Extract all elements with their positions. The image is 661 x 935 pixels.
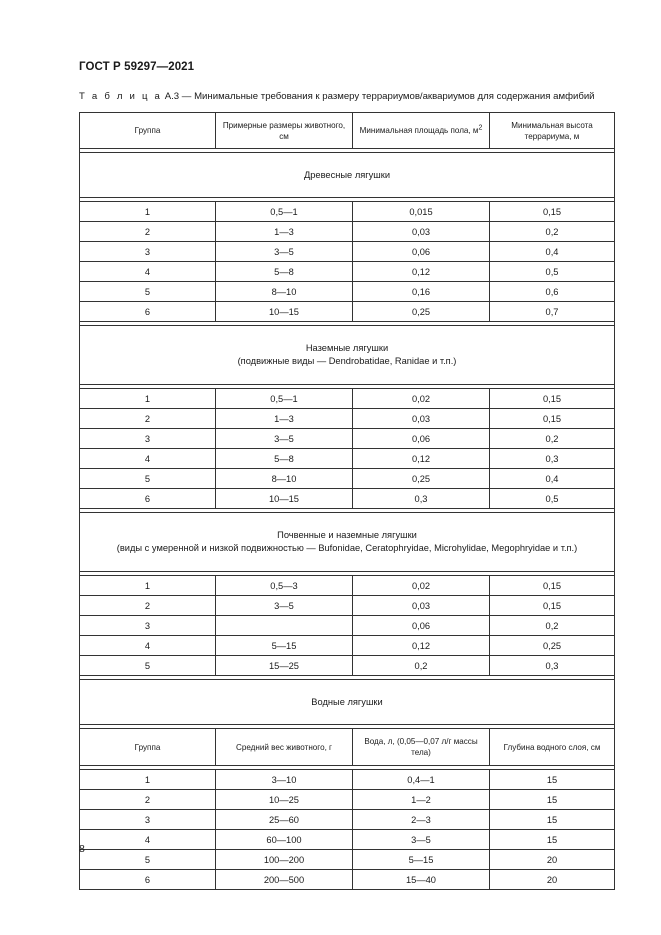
table-cell: 15—25 <box>216 656 353 676</box>
table-cell: 1—3 <box>216 409 353 429</box>
table-cell: 3—10 <box>216 770 353 790</box>
header-label: Минимальная высота террариума, м <box>511 120 593 141</box>
table-cell: 0,15 <box>490 389 615 409</box>
table-cell: 10—25 <box>216 790 353 810</box>
table-header-row <box>80 113 615 149</box>
table-cell: 0,5 <box>490 489 615 509</box>
table-cell: 0,03 <box>353 222 490 242</box>
table-cell: 10—15 <box>216 302 353 322</box>
table-cell: 15 <box>490 790 615 810</box>
table-cell: 5 <box>80 282 216 302</box>
table-cell: 0,2 <box>490 429 615 449</box>
table-row <box>80 810 615 830</box>
table-cell: 0,5—3 <box>216 576 353 596</box>
table-cell: 0,12 <box>353 262 490 282</box>
table-header-cell <box>216 113 353 149</box>
table-row <box>80 830 615 850</box>
table-caption-prefix: Т а б л и ц а <box>79 91 163 102</box>
section-subtitle: (подвижные виды — Dendrobatidae, Ranidae и т.п.) <box>237 356 457 366</box>
table-header-cell <box>353 113 490 149</box>
table-row <box>80 870 615 890</box>
table-cell: 0,015 <box>353 202 490 222</box>
table-cell: 0,2 <box>490 222 615 242</box>
table-cell: 0,3 <box>490 449 615 469</box>
table-cell: 3—5 <box>216 596 353 616</box>
table-cell: 0,4—1 <box>353 770 490 790</box>
table-row <box>80 790 615 810</box>
table-cell: 15—40 <box>353 870 490 890</box>
table-cell: 0,6 <box>490 282 615 302</box>
table-cell: 15 <box>490 770 615 790</box>
table-row <box>80 656 615 676</box>
table-cell: 0,15 <box>490 202 615 222</box>
table-cell: 6 <box>80 302 216 322</box>
table-row <box>80 596 615 616</box>
table-cell: 2 <box>80 790 216 810</box>
table-row <box>80 389 615 409</box>
table-cell: 4 <box>80 449 216 469</box>
table-cell: 0,2 <box>490 616 615 636</box>
section-header-row <box>80 513 615 572</box>
table-row <box>80 850 615 870</box>
section-header-row <box>80 153 615 198</box>
section-header-cell <box>80 513 615 572</box>
table-cell: 5—8 <box>216 449 353 469</box>
table-cell: 3—5 <box>353 830 490 850</box>
table-cell: 0,5—1 <box>216 202 353 222</box>
table-header-cell <box>490 113 615 149</box>
section-title: Водные лягушки <box>311 696 383 707</box>
table-header-cell <box>80 113 216 149</box>
table-cell: 5 <box>80 656 216 676</box>
section-title: Наземные лягушки <box>305 343 389 353</box>
table-cell: 3 <box>80 429 216 449</box>
table-row <box>80 409 615 429</box>
table-cell: 1 <box>80 389 216 409</box>
table-cell: 0,25 <box>353 302 490 322</box>
table-cell: 0,15 <box>490 596 615 616</box>
table-cell: 0,02 <box>353 389 490 409</box>
table-cell: 0,03 <box>353 596 490 616</box>
table-cell: 0,5—1 <box>216 389 353 409</box>
table-cell: 0,15 <box>490 409 615 429</box>
table-cell: 0,12 <box>353 636 490 656</box>
table-row <box>80 262 615 282</box>
table-cell: 5 <box>80 850 216 870</box>
section-header-cell <box>80 680 615 725</box>
table-cell: 20 <box>490 870 615 890</box>
table-row <box>80 770 615 790</box>
table-cell: 0,15 <box>490 576 615 596</box>
table-cell: 3 <box>80 616 216 636</box>
table-row <box>80 616 615 636</box>
terrarium-requirements-table <box>79 112 615 890</box>
table-cell: 8—10 <box>216 282 353 302</box>
table-cell: 0,02 <box>353 576 490 596</box>
table-cell: 0,16 <box>353 282 490 302</box>
table-cell: 4 <box>80 636 216 656</box>
table-body <box>80 113 615 890</box>
table-cell: 0,06 <box>353 242 490 262</box>
table-cell: 200—500 <box>216 870 353 890</box>
table-cell: 1—3 <box>216 222 353 242</box>
table-cell: 4 <box>80 262 216 282</box>
header-label: Минимальная площадь пола, м <box>359 126 479 135</box>
section-title: Древесные лягушки <box>303 169 391 180</box>
table-cell: 0,06 <box>353 429 490 449</box>
table-row <box>80 489 615 509</box>
table-row <box>80 429 615 449</box>
section-header-row <box>80 680 615 725</box>
table-row <box>80 242 615 262</box>
table-row <box>80 449 615 469</box>
table-cell: 10—15 <box>216 489 353 509</box>
section-header-cell <box>80 326 615 385</box>
water-header-cell: Средний вес животного, г <box>216 729 353 766</box>
table-cell <box>216 616 353 636</box>
header-label: Группа <box>134 126 161 135</box>
table-row <box>80 302 615 322</box>
section-header-row <box>80 326 615 385</box>
table-cell: 0,2 <box>353 656 490 676</box>
table-row <box>80 282 615 302</box>
table-cell: 0,4 <box>490 469 615 489</box>
table-cell: 1 <box>80 202 216 222</box>
table-cell: 0,12 <box>353 449 490 469</box>
table-cell: 0,7 <box>490 302 615 322</box>
table-cell: 5 <box>80 469 216 489</box>
table-cell: 3—5 <box>216 242 353 262</box>
section-subtitle: (виды с умеренной и низкой подвижностью — Bufonidae, Ceratophryidae, Microhylidae, Megophryidae и т.п.) <box>116 543 578 553</box>
water-header-cell: Глубина водного слоя, см <box>490 729 615 766</box>
header-superscript: 2 <box>478 124 483 132</box>
table-cell: 2—3 <box>353 810 490 830</box>
table-cell: 2 <box>80 409 216 429</box>
header-label: Примерные размеры животного, см <box>222 120 346 141</box>
table-row <box>80 202 615 222</box>
table-cell: 0,25 <box>490 636 615 656</box>
table-cell: 6 <box>80 489 216 509</box>
table-cell: 100—200 <box>216 850 353 870</box>
table-cell: 5—15 <box>216 636 353 656</box>
table-cell: 1—2 <box>353 790 490 810</box>
table-cell: 0,4 <box>490 242 615 262</box>
table-cell: 0,06 <box>353 616 490 636</box>
table-cell: 1 <box>80 576 216 596</box>
table-cell: 3 <box>80 242 216 262</box>
table-cell: 15 <box>490 810 615 830</box>
document-standard-header: ГОСТ Р 59297—2021 <box>79 61 195 73</box>
table-cell: 6 <box>80 870 216 890</box>
table-caption-text: А.3 — Минимальные требования к размеру террариумов/аквариумов для содержания амфибий <box>162 91 595 102</box>
table-cell: 2 <box>80 596 216 616</box>
table-cell: 0,5 <box>490 262 615 282</box>
table-row <box>80 469 615 489</box>
table-cell: 4 <box>80 830 216 850</box>
table-row <box>80 222 615 242</box>
table-cell: 5—15 <box>353 850 490 870</box>
table-cell: 0,03 <box>353 409 490 429</box>
table-cell: 0,3 <box>490 656 615 676</box>
table-cell: 15 <box>490 830 615 850</box>
page-number: 8 <box>79 843 85 855</box>
section-header-cell <box>80 153 615 198</box>
table-row <box>80 576 615 596</box>
table-cell: 5—8 <box>216 262 353 282</box>
table-cell: 3 <box>80 810 216 830</box>
table-cell: 3—5 <box>216 429 353 449</box>
table-cell: 0,3 <box>353 489 490 509</box>
table-cell: 8—10 <box>216 469 353 489</box>
table-cell: 60—100 <box>216 830 353 850</box>
table-cell: 25—60 <box>216 810 353 830</box>
table-cell: 2 <box>80 222 216 242</box>
table-row <box>80 636 615 656</box>
table-caption <box>79 91 595 102</box>
section-title: Почвенные и наземные лягушки <box>277 530 417 540</box>
water-header-cell: Группа <box>80 729 216 766</box>
water-header-row <box>80 729 615 766</box>
table-cell: 20 <box>490 850 615 870</box>
table-cell: 0,25 <box>353 469 490 489</box>
table-cell: 1 <box>80 770 216 790</box>
water-header-cell: Вода, л, (0,05—0,07 л/г массы тела) <box>353 729 490 766</box>
